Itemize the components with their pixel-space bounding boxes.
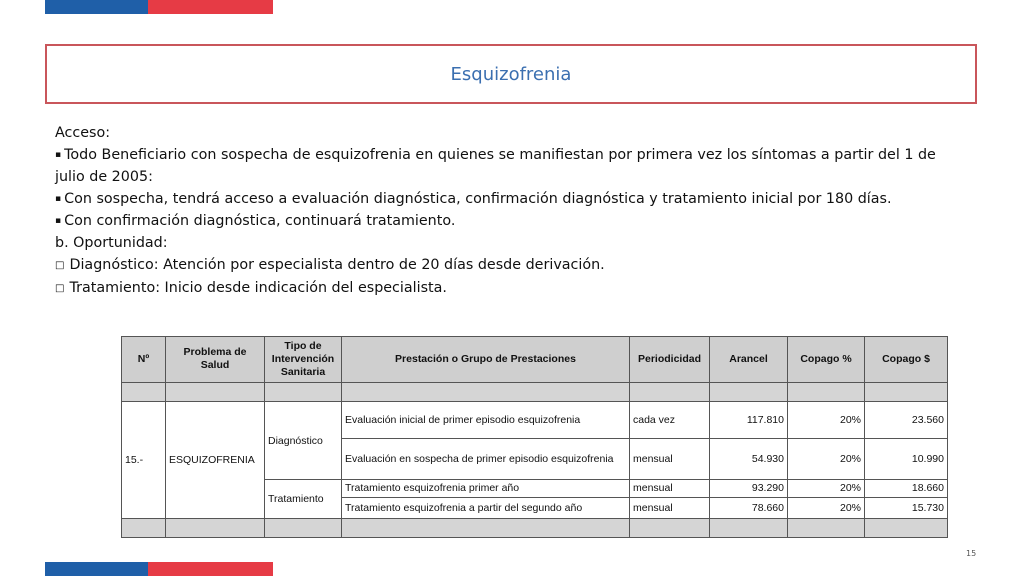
bullet-item bbox=[55, 210, 965, 232]
intervention-cell: Tratamiento bbox=[265, 479, 342, 518]
square-item-text: Diagnóstico: Atención por especialista dentro de 20 días desde derivación. bbox=[69, 257, 605, 273]
header-cell: Periodicidad bbox=[630, 337, 710, 383]
arancel-cell: 54.930 bbox=[710, 439, 788, 480]
prestacion-cell: Tratamiento esquizofrenia a partir del segundo año bbox=[342, 498, 630, 518]
periodicidad-cell: mensual bbox=[630, 498, 710, 518]
header-cell: Nº bbox=[122, 337, 166, 383]
prestacion-cell: Evaluación inicial de primer episodio esquizofrenia bbox=[342, 402, 630, 439]
copago-pct-cell: 20% bbox=[788, 402, 865, 439]
header-cell: Tipo de Intervención Sanitaria bbox=[265, 337, 342, 383]
acceso-label: Acceso: bbox=[55, 125, 111, 141]
square-item bbox=[55, 254, 965, 277]
bullet-text: Todo Beneficiario con sospecha de esquizofrenia en quienes se manifiestan por primera vez los síntomas a partir del 1 de julio de 2005: bbox=[55, 147, 936, 185]
bullet-text: Con confirmación diagnóstica, continuará tratamiento. bbox=[64, 213, 456, 229]
periodicidad-cell: mensual bbox=[630, 479, 710, 497]
periodicidad-cell: mensual bbox=[630, 439, 710, 480]
brand-bar-blue bbox=[45, 562, 148, 576]
copago-pct-cell: 20% bbox=[788, 439, 865, 480]
square-bullet-icon: □ bbox=[55, 283, 65, 294]
number-cell: 15.- bbox=[122, 402, 166, 518]
slide-content bbox=[55, 122, 965, 300]
square-item bbox=[55, 277, 965, 300]
bullet-text: Con sospecha, tendrá acceso a evaluación diagnóstica, confirmación diagnóstica y tratamiento inicial por 180 días. bbox=[64, 191, 892, 207]
copago-val-cell: 18.660 bbox=[865, 479, 948, 497]
slide-title: Esquizofrenia bbox=[450, 63, 572, 85]
header-cell: Prestación o Grupo de Prestaciones bbox=[342, 337, 630, 383]
copago-pct-cell: 20% bbox=[788, 498, 865, 518]
oportunidad-label: b. Oportunidad: bbox=[55, 235, 168, 251]
table-header-row bbox=[122, 337, 948, 383]
bullet-icon: ▪ bbox=[55, 216, 62, 226]
title-box bbox=[45, 44, 977, 104]
copago-val-cell: 15.730 bbox=[865, 498, 948, 518]
intervention-cell: Diagnóstico bbox=[265, 402, 342, 480]
header-cell: Copago $ bbox=[865, 337, 948, 383]
brand-bar-blue bbox=[45, 0, 148, 14]
bottom-brand-bar bbox=[45, 562, 273, 576]
copago-pct-cell: 20% bbox=[788, 479, 865, 497]
square-item-text: Tratamiento: Inicio desde indicación del especialista. bbox=[69, 280, 447, 296]
prestaciones-table bbox=[121, 336, 948, 538]
arancel-cell: 93.290 bbox=[710, 479, 788, 497]
bullet-icon: ▪ bbox=[55, 150, 62, 160]
copago-val-cell: 23.560 bbox=[865, 402, 948, 439]
bullet-item bbox=[55, 144, 965, 188]
brand-bar-red bbox=[148, 0, 273, 14]
header-cell: Copago % bbox=[788, 337, 865, 383]
table-spacer-row bbox=[122, 382, 948, 401]
table-row bbox=[122, 402, 948, 439]
page-number: 15 bbox=[966, 549, 977, 558]
arancel-cell: 78.660 bbox=[710, 498, 788, 518]
copago-val-cell: 10.990 bbox=[865, 439, 948, 480]
prestacion-cell: Tratamiento esquizofrenia primer año bbox=[342, 479, 630, 497]
square-bullet-icon: □ bbox=[55, 260, 65, 271]
prestaciones-table-image bbox=[121, 336, 947, 538]
header-cell: Arancel bbox=[710, 337, 788, 383]
prestacion-cell: Evaluación en sospecha de primer episodio esquizofrenia bbox=[342, 439, 630, 480]
problem-cell: ESQUIZOFRENIA bbox=[166, 402, 265, 518]
bullet-item bbox=[55, 188, 965, 210]
brand-bar-red bbox=[148, 562, 273, 576]
top-brand-bar bbox=[45, 0, 273, 14]
header-cell: Problema de Salud bbox=[166, 337, 265, 383]
arancel-cell: 117.810 bbox=[710, 402, 788, 439]
bullet-icon: ▪ bbox=[55, 194, 62, 204]
table-spacer-row bbox=[122, 518, 948, 537]
periodicidad-cell: cada vez bbox=[630, 402, 710, 439]
